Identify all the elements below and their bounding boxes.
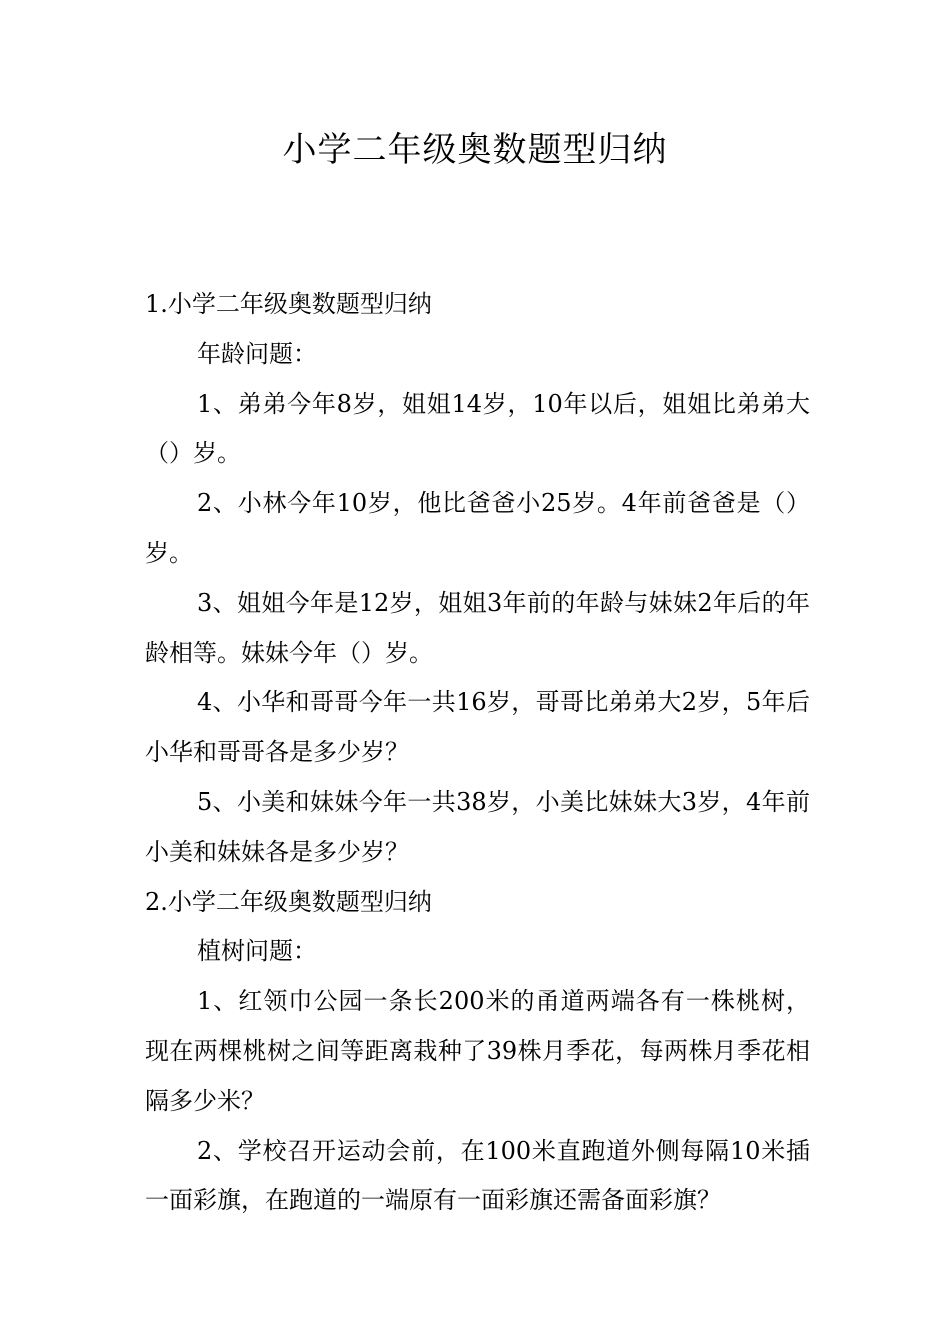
question-item: 2、小林今年10岁，他比爸爸小25岁。4年前爸爸是（）岁。 xyxy=(145,489,810,567)
question-item: 4、小华和哥哥今年一共16岁，哥哥比弟弟大2岁，5年后小华和哥哥各是多少岁？ xyxy=(145,688,810,767)
question-item: 1、红领巾公园一条长200米的甬道两端各有一株桃树，现在两棵桃树之间等距离栽种了39株月季花，每两株月季花相隔多少米？ xyxy=(145,987,810,1115)
document-title: 小学二年级奥数题型归纳 xyxy=(282,130,668,170)
question-item: 2、学校召开运动会前，在100米直跑道外侧每隔10米插一面彩旗，在跑道的一端原有一面彩旗还需备面彩旗？ xyxy=(145,1136,810,1215)
document-body xyxy=(145,280,810,1226)
section-heading: 1.小学二年级奥数题型归纳 xyxy=(145,290,432,318)
question-item: 5、小美和妹妹今年一共38岁，小美比妹妹大3岁，4年前小美和妹妹各是多少岁？ xyxy=(145,787,810,866)
question-item: 3、姐姐今年是12岁，姐姐3年前的年龄与妹妹2年后的年龄相等。妹妹今年（）岁。 xyxy=(145,588,810,667)
question-item: 1、弟弟今年8岁，姐姐14岁，10年以后，姐姐比弟弟大（）岁。 xyxy=(145,389,810,468)
section-heading: 2.小学二年级奥数题型归纳 xyxy=(145,887,432,916)
section-subheading: 植树问题： xyxy=(197,937,317,966)
section-subheading: 年龄问题： xyxy=(197,339,317,368)
